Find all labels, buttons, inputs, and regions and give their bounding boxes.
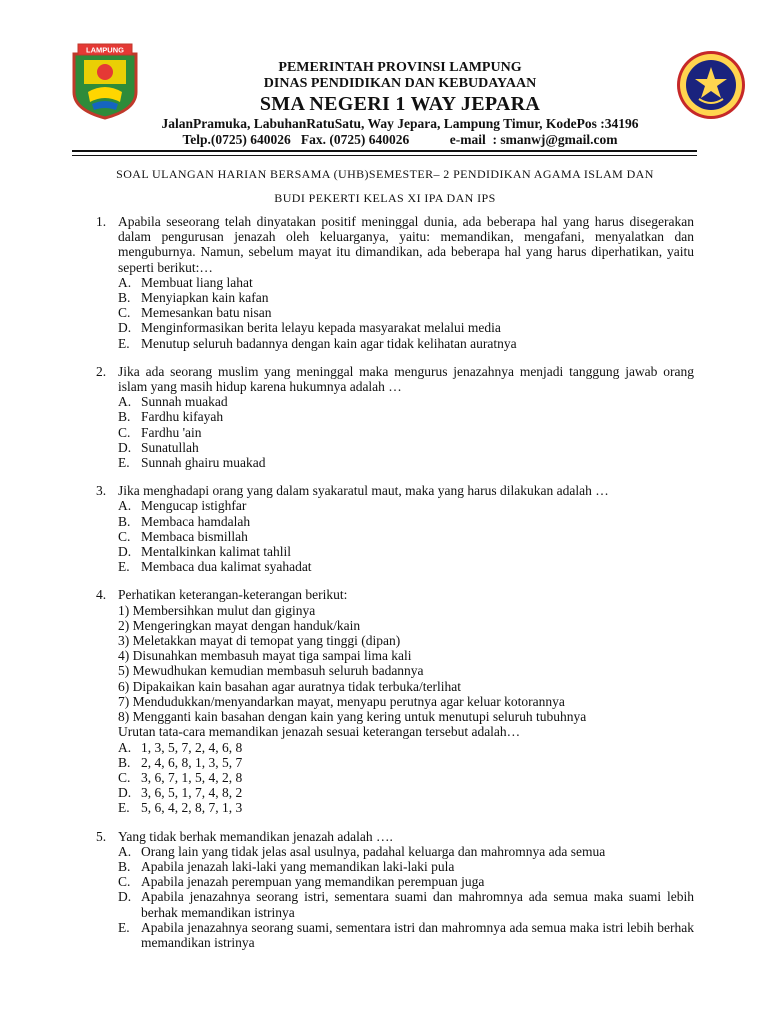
letterhead-department: DINAS PENDIDIKAN DAN KEBUDAYAAN xyxy=(263,76,537,91)
question-2 xyxy=(96,364,694,470)
option-e xyxy=(118,455,694,470)
option-e xyxy=(118,559,694,574)
option-text: 3, 6, 5, 1, 7, 4, 8, 2 xyxy=(141,785,243,801)
option-letter: A. xyxy=(118,498,132,514)
option-a xyxy=(118,740,694,755)
question-4 xyxy=(96,587,694,815)
question-number: 5. xyxy=(96,828,107,844)
option-text: Orang lain yang tidak jelas asal usulnya, padahal keluarga dan mahromnya ada semua xyxy=(141,843,606,859)
option-a xyxy=(118,498,694,513)
option-letter: D. xyxy=(118,785,132,801)
school-address: JalanPramuka, LabuhanRatuSatu, Way Jepara, Lampung Timur, KodePos :34196 xyxy=(161,116,639,131)
school-name: SMA NEGERI 1 WAY JEPARA xyxy=(259,93,541,115)
option-text: Menyiapkan kain kafan xyxy=(141,290,269,306)
question-number: 3. xyxy=(96,483,107,499)
option-text: Mengucap istighfar xyxy=(141,498,247,514)
option-text: Memesankan batu nisan xyxy=(141,305,272,321)
option-text: 5, 6, 4, 2, 8, 7, 1, 3 xyxy=(141,800,243,816)
option-letter: A. xyxy=(118,843,132,859)
option-text: Apabila jenazah perempuan yang memandikan perempuan juga xyxy=(141,874,485,890)
question-text: Yang tidak berhak memandikan jenazah adalah …. xyxy=(118,828,393,844)
exam-title-line-2: BUDI PEKERTI KELAS XI IPA DAN IPS xyxy=(274,191,496,205)
option-letter: C. xyxy=(118,874,131,890)
option-text: Sunnah ghairu muakad xyxy=(141,455,266,471)
option-letter: D. xyxy=(118,544,132,560)
option-text: Membuat liang lahat xyxy=(141,274,253,290)
option-text: 3, 6, 7, 1, 5, 4, 2, 8 xyxy=(141,769,243,785)
option-d xyxy=(118,785,694,800)
letterhead xyxy=(100,60,700,148)
question-3 xyxy=(96,483,694,574)
option-letter: B. xyxy=(118,754,131,770)
option-e xyxy=(118,336,694,351)
option-text: Membaca hamdalah xyxy=(141,513,251,529)
header-divider-thin xyxy=(72,155,697,156)
option-letter: B. xyxy=(118,409,131,425)
option-a xyxy=(118,844,694,859)
option-b xyxy=(118,290,694,305)
option-letter: A. xyxy=(118,394,132,410)
option-d xyxy=(118,544,694,559)
option-c xyxy=(118,770,694,785)
question-1 xyxy=(96,214,694,351)
option-text: 2, 4, 6, 8, 1, 3, 5, 7 xyxy=(141,754,243,770)
option-a xyxy=(118,275,694,290)
option-a xyxy=(118,394,694,409)
statement-5: 5) Mewudhukan kemudian membasuh seluruh badannya xyxy=(118,663,424,679)
question-text: Apabila seseorang telah dinyatakan positif meninggal dunia, ada beberapa hal yang harus disegerakan dalam pengurusan jenazah oleh keluarganya, yaitu: memandikan, mengafani, menyalatkan dan menguburnya. Namun, sebelum mayat itu dimandikan, ada beberapa hal yang harus diperhatikan, yaitu seperti berikut:… xyxy=(118,214,694,275)
option-b xyxy=(118,409,694,424)
option-letter: A. xyxy=(118,739,132,755)
option-b xyxy=(118,755,694,770)
option-letter: D. xyxy=(118,320,132,336)
option-letter: D. xyxy=(118,889,132,905)
option-b xyxy=(118,859,694,874)
statement-7: 7) Mendudukkan/menyandarkan mayat, menyapu perutnya agar keluar kotorannya xyxy=(118,693,565,709)
question-text: Perhatikan keterangan-keterangan berikut: xyxy=(118,587,348,603)
option-text: Sunatullah xyxy=(141,439,199,455)
statement-3: 3) Meletakkan mayat di temopat yang tinggi (dipan) xyxy=(118,633,401,649)
option-text: Apabila jenazahnya seorang suami, sementara istri dan mahromnya ada semua maka istri lebih berhak memandikan istrinya xyxy=(141,919,694,950)
statement-2: 2) Mengeringkan mayat dengan handuk/kain xyxy=(118,617,361,633)
option-text: Menginformasikan berita lelayu kepada masyarakat melalui media xyxy=(141,320,501,336)
letterhead-government: PEMERINTAH PROVINSI LAMPUNG xyxy=(278,60,522,75)
option-text: Membaca dua kalimat syahadat xyxy=(141,559,312,575)
question-number: 4. xyxy=(96,587,107,603)
header-divider-thick xyxy=(72,150,697,152)
option-c xyxy=(118,305,694,320)
option-letter: E. xyxy=(118,559,130,575)
question-number: 2. xyxy=(96,363,107,379)
option-text: Membaca bismillah xyxy=(141,528,248,544)
option-e xyxy=(118,800,694,815)
option-letter: E. xyxy=(118,800,130,816)
statement-1: 1) Membersihkan mulut dan giginya xyxy=(118,602,316,618)
option-letter: C. xyxy=(118,769,131,785)
option-letter: C. xyxy=(118,305,131,321)
option-letter: E. xyxy=(118,335,130,351)
option-text: Apabila jenazahnya seorang istri, sementara suami dan mahromnya ada semua maka suami lebih berhak memandikan istrinya xyxy=(141,889,694,920)
option-d xyxy=(118,320,694,335)
option-text: Apabila jenazah laki-laki yang memandikan laki-laki pula xyxy=(141,858,455,874)
option-c xyxy=(118,529,694,544)
option-letter: E. xyxy=(118,455,130,471)
question-text: Jika ada seorang muslim yang meninggal maka mengurus jenazahnya menjadi tanggung jawab orang islam yang masih hidup karena hukumnya adalah … xyxy=(118,363,694,395)
option-letter: B. xyxy=(118,290,131,306)
option-c xyxy=(118,425,694,440)
exam-title xyxy=(90,162,680,210)
lampung-logo-text: LAMPUNG xyxy=(86,45,124,55)
option-letter: C. xyxy=(118,528,131,544)
option-e xyxy=(118,920,694,950)
option-text: Fardhu kifayah xyxy=(141,409,224,425)
option-letter: A. xyxy=(118,274,132,290)
option-c xyxy=(118,874,694,889)
exam-title-line-1: SOAL ULANGAN HARIAN BERSAMA (UHB)SEMESTER– 2 PENDIDIKAN AGAMA ISLAM DAN xyxy=(116,167,654,181)
question-prompt: Urutan tata-cara memandikan jenazah sesuai keterangan tersebut adalah… xyxy=(118,724,521,740)
option-d xyxy=(118,440,694,455)
option-d xyxy=(118,889,694,919)
option-letter: D. xyxy=(118,439,132,455)
school-contact: Telp.(0725) 640026 Fax. (0725) 640026 e-mail : smanwj@gmail.com xyxy=(182,132,618,147)
statement-4: 4) Disunahkan membasuh mayat tiga sampai lima kali xyxy=(118,648,412,664)
option-letter: B. xyxy=(118,858,131,874)
option-text: Menutup seluruh badannya dengan kain agar tidak kelihatan auratnya xyxy=(141,335,517,351)
statement-8: 8) Mengganti kain basahan dengan kain yang kering untuk menutupi seluruh tubuhnya xyxy=(118,709,587,725)
option-text: Mentalkinkan kalimat tahlil xyxy=(141,544,291,560)
option-letter: E. xyxy=(118,919,130,935)
option-b xyxy=(118,514,694,529)
option-text: Sunnah muakad xyxy=(141,394,228,410)
option-text: 1, 3, 5, 7, 2, 4, 6, 8 xyxy=(141,739,243,755)
option-letter: B. xyxy=(118,513,131,529)
question-number: 1. xyxy=(96,214,107,229)
option-text: Fardhu 'ain xyxy=(141,424,202,440)
question-text: Jika menghadapi orang yang dalam syakaratul maut, maka yang harus dilakukan adalah … xyxy=(118,483,609,499)
option-letter: C. xyxy=(118,424,131,440)
question-list xyxy=(96,214,694,963)
statement-6: 6) Dipakaikan kain basahan agar auratnya tidak terbuka/terlihat xyxy=(118,678,461,694)
question-5 xyxy=(96,829,694,951)
